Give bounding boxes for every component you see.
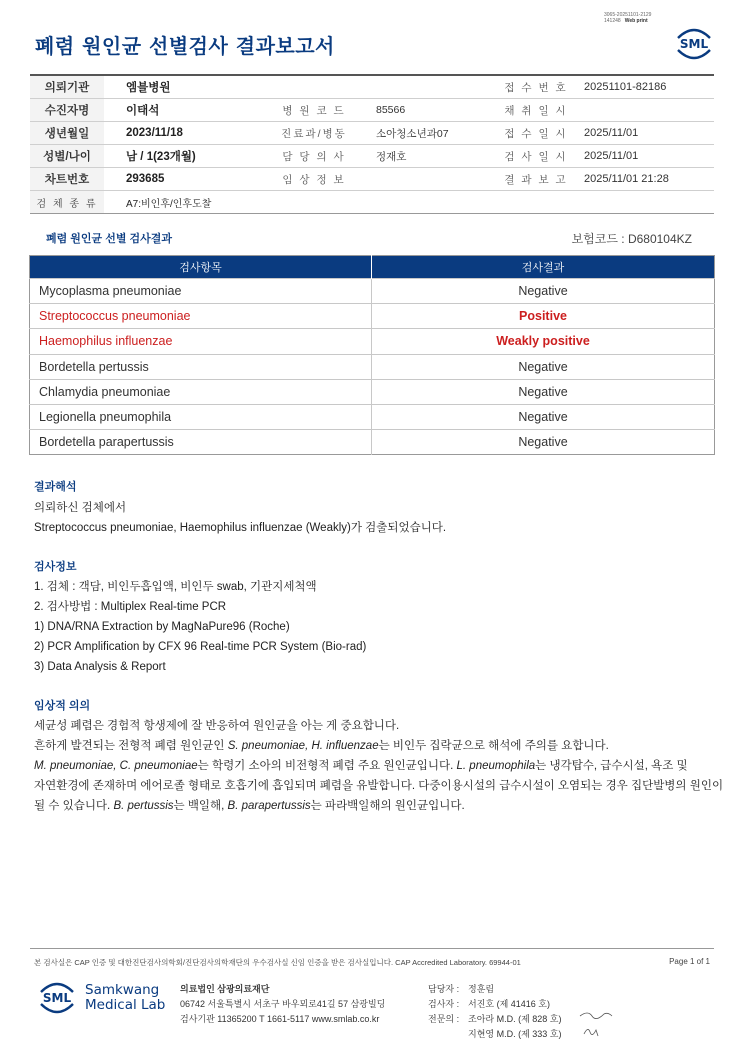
org-contact: 검사기관 11365200 T 1661-5117 www.smlab.co.kr (180, 1014, 380, 1024)
insurance-code: 보험코드 : D680104KZ (571, 232, 692, 246)
results-table (29, 255, 715, 455)
value-receipt-number: 20251101-82186 (584, 81, 667, 93)
staff-row: 검사자 : 서진호 (제 41416 호) (428, 999, 550, 1009)
interpretation-text (34, 498, 446, 538)
label-sex-age: 성별/나이 (30, 145, 104, 167)
page-number: Page 1 of 1 (669, 957, 710, 966)
test-item: Haemophilus influenzae (30, 329, 372, 354)
clinical-line5: 될 수 있습니다. B. pertussis는 백일해, B. parapertussis는 파라백일해의 원인균입니다. (34, 800, 465, 812)
patient-info-table (30, 74, 714, 214)
certification-text: 본 검사실은 CAP 인증 및 대한진단검사의학회/진단검사의학재단의 우수검사실 신임 인증을 받은 검사실입니다. CAP Accredited Laboratory. 69944-01 (34, 958, 521, 967)
footer-divider (30, 948, 714, 949)
sml-footer-logo-icon (37, 980, 77, 1016)
label-patient-name: 수진자명 (30, 99, 104, 121)
test-item: Legionella pneumophila (30, 404, 372, 429)
test-item: Bordetella pertussis (30, 354, 372, 379)
print-code (604, 12, 651, 24)
label-doctor: 담 당 의 사 (282, 150, 346, 163)
test-result: Negative (372, 354, 715, 379)
table-row (30, 279, 715, 304)
label-clinical-info: 임 상 정 보 (282, 173, 346, 186)
test-info-text (34, 577, 366, 677)
value-result-report: 2025/11/01 21:28 (584, 173, 669, 185)
label-specimen-type: 검 체 종 류 (30, 191, 104, 213)
print-code-line2: 141248 (604, 18, 621, 24)
label-requesting-institution: 의뢰기관 (30, 76, 104, 98)
test-result: Negative (372, 379, 715, 404)
web-print-label: Web print (624, 18, 648, 24)
report-title: 폐렴 원인균 선별검사 결과보고서 (35, 34, 335, 58)
brand-name: Samkwang Medical Lab (85, 982, 166, 1013)
value-requesting-institution: 엠블병원 (126, 82, 171, 94)
label-hospital-code: 병 원 코 드 (282, 104, 346, 117)
test-info-line: 2) PCR Amplification by CFX 96 Real-time PCR System (Bio-rad) (34, 641, 367, 653)
staff-row: 전문의 : 조아라 M.D. (제 828 호) (428, 1014, 562, 1024)
info-row (30, 76, 714, 99)
test-info-line: 1. 검체 : 객담, 비인두흡입액, 비인두 swab, 기관지세척액 (34, 581, 317, 593)
table-row (30, 379, 715, 404)
staff-row: 지현영 M.D. (제 333 호) (468, 1029, 562, 1039)
test-item: Streptococcus pneumoniae (30, 304, 372, 329)
interpretation-line2: Streptococcus pneumoniae, Haemophilus influenzae (Weakly)가 검출되었습니다. (34, 522, 447, 534)
interpretation-line1: 의뢰하신 검체에서 (34, 502, 127, 514)
label-birth-date: 생년월일 (30, 122, 104, 144)
table-row (30, 304, 715, 329)
staff-row: 담당자 : 정훈림 (428, 984, 495, 994)
clinical-text (34, 716, 724, 816)
test-info-line: 1) DNA/RNA Extraction by MagNaPure96 (Roche) (34, 621, 290, 633)
clinical-line1: 세균성 폐렴은 경험적 항생제에 잘 반응하여 원인균을 아는 게 중요합니다. (34, 720, 400, 732)
results-section-title: 폐렴 원인균 선별 검사결과 (46, 233, 173, 245)
value-specimen-type: A7:비인후/인후도찰 (126, 198, 212, 210)
clinical-line3: M. pneumoniae, C. pneumoniae는 학령기 소아의 비전형적 폐렴 주요 원인균입니다. L. pneumophila는 냉각탑수, 급수시설, 욕조 및 (34, 760, 688, 772)
header-test-result: 검사결과 (372, 256, 715, 279)
org-name: 의료법인 삼광의료재단 (180, 984, 270, 994)
test-info-line: 2. 검사방법 : Multiplex Real-time PCR (34, 601, 227, 613)
test-item: Mycoplasma pneumoniae (30, 279, 372, 304)
test-result: Weakly positive (372, 329, 715, 354)
label-result-report: 결 과 보 고 (504, 173, 568, 186)
results-header-row (30, 256, 715, 279)
test-result: Positive (372, 304, 715, 329)
table-row (30, 404, 715, 429)
table-row (30, 430, 715, 455)
clinical-heading: 임상적 의의 (34, 700, 91, 712)
test-result: Negative (372, 404, 715, 429)
value-hospital-code: 85566 (376, 104, 406, 116)
value-test-date: 2025/11/01 (584, 150, 639, 162)
value-doctor: 정재호 (376, 150, 407, 163)
info-row-specimen (30, 191, 714, 214)
label-department: 진료과/병동 (281, 127, 347, 140)
value-patient-name: 이태석 (126, 105, 160, 117)
table-row (30, 329, 715, 354)
value-department: 소아청소년과07 (376, 127, 449, 140)
label-test-date: 검 사 일 시 (504, 150, 568, 163)
signature-icon (576, 1008, 616, 1040)
table-row (30, 354, 715, 379)
footer-logo (37, 980, 165, 1016)
value-birth-date: 2023/11/18 (126, 127, 183, 139)
test-result: Negative (372, 279, 715, 304)
label-receipt-number: 접 수 번 호 (504, 81, 568, 94)
header-test-item: 검사항목 (30, 256, 372, 279)
sml-logo-text: SML (679, 37, 709, 51)
label-receipt-date: 접 수 일 시 (504, 127, 568, 140)
organization-info (180, 982, 385, 1027)
info-row (30, 145, 714, 168)
test-result: Negative (372, 430, 715, 455)
label-chart-number: 차트번호 (30, 168, 104, 190)
sml-logo-icon (674, 26, 714, 62)
org-address: 06742 서울특별시 서초구 바우뫼로41길 57 삼광빌딩 (180, 999, 386, 1009)
svg-text:SML: SML (42, 991, 72, 1005)
test-item: Chlamydia pneumoniae (30, 379, 372, 404)
value-chart-number: 293685 (126, 173, 165, 185)
test-info-line: 3) Data Analysis & Report (34, 661, 166, 673)
interpretation-heading: 결과해석 (34, 481, 77, 493)
staff-info (428, 982, 561, 1042)
clinical-line4: 자연환경에 존재하며 에어로졸 형태로 호흡기에 흡입되며 폐렴을 유발합니다. 다중이용시설의 급수시설이 오염되는 경우 집단발병의 원인이 (34, 780, 724, 792)
info-row (30, 99, 714, 122)
test-info-heading: 검사정보 (34, 561, 77, 573)
info-row (30, 122, 714, 145)
label-collection-date: 채 취 일 시 (504, 104, 568, 117)
test-item: Bordetella parapertussis (30, 430, 372, 455)
print-code-line1: 3065-20251101-2129 (604, 12, 652, 18)
clinical-line2: 흔하게 발견되는 전형적 폐렴 원인균인 S. pneumoniae, H. influenzae는 비인두 집락균으로 해석에 주의를 요합니다. (34, 740, 609, 752)
value-sex-age: 남 / 1(23개월) (126, 151, 196, 163)
value-receipt-date: 2025/11/01 (584, 127, 639, 139)
info-row (30, 168, 714, 191)
